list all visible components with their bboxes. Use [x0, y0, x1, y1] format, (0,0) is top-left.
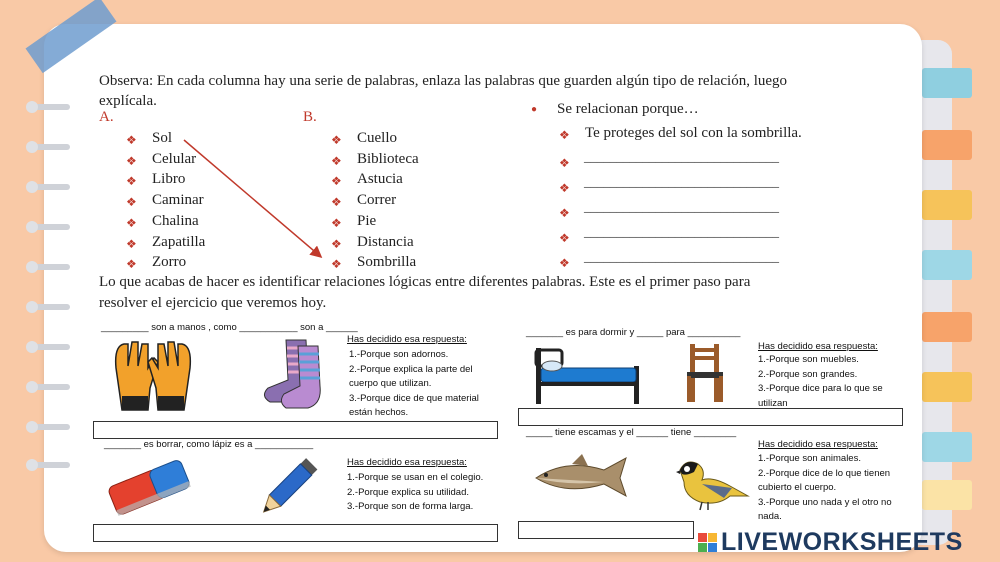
word-item[interactable]: Libro	[152, 171, 186, 188]
reason-answer-line[interactable]: ______________________________	[584, 199, 779, 214]
word-item[interactable]: Pie	[357, 212, 377, 229]
word-item[interactable]: Correr	[357, 192, 397, 209]
eraser-icon	[104, 452, 196, 522]
option-line: 1.-Porque son muebles.	[758, 354, 859, 365]
word-item[interactable]: Sol	[152, 130, 173, 146]
word-item[interactable]: Cuello	[357, 130, 397, 146]
bullet-diamond-icon: ❖	[126, 236, 137, 251]
word-item[interactable]: Zapatilla	[152, 233, 206, 250]
summary-line-2: resolver el ejercicio que veremos hoy.	[99, 295, 327, 311]
word-item[interactable]: Caminar	[152, 192, 204, 209]
instructions-line-1: Observa: En cada columna hay una serie de palabras, enlaza las palabras que guarden algún tipo de relación, luego	[99, 73, 788, 89]
ex1-answer-box[interactable]	[93, 421, 498, 439]
ex4-heading: Has decidido esa respuesta:	[758, 439, 878, 450]
brand-name: LIVEWORKSHEETS	[721, 528, 963, 556]
reason-answer-line[interactable]: ______________________________	[584, 224, 779, 239]
option-line: 2.-Porque dice de lo que tienen	[758, 467, 891, 479]
bullet-diamond-icon: ❖	[559, 181, 570, 195]
bullet-diamond-icon: ❖	[559, 231, 570, 245]
ex1-heading: Has decidido esa respuesta:	[347, 334, 467, 345]
reasons-example: Te proteges del sol con la sombrilla.	[585, 125, 802, 141]
bullet-diamond-icon: ❖	[126, 215, 137, 230]
liveworksheets-logo-icon	[698, 533, 717, 552]
reason-answer-line[interactable]: ______________________________	[584, 249, 779, 264]
bullet-diamond-icon: ❖	[126, 174, 137, 189]
option-line: 1.-Porque se usan en el colegio.	[347, 472, 484, 483]
bullet-diamond-icon: ❖	[559, 256, 570, 270]
bullet-diamond-icon: ❖	[331, 215, 342, 230]
word-item[interactable]: Sombrilla	[357, 254, 417, 271]
liveworksheets-logo	[698, 528, 963, 557]
ex4-answer-box[interactable]	[518, 521, 694, 539]
bullet-diamond-icon: ❖	[559, 156, 570, 170]
bullet-diamond-icon: ❖	[559, 128, 570, 142]
option-line: 2.-Porque son grandes.	[758, 368, 858, 380]
word-item[interactable]: Chalina	[152, 212, 199, 229]
bullet-diamond-icon: ❖	[331, 153, 342, 168]
option-line: nada.	[758, 511, 782, 522]
option-line: utilizan	[758, 397, 788, 409]
option-line: 3.-Porque uno nada y el otro no	[758, 496, 892, 508]
reasons-title: Se relacionan porque…	[557, 101, 699, 117]
option-line: 3.-Porque dice para lo que se	[758, 383, 883, 394]
chair-icon	[684, 342, 728, 404]
ex4-sentence: _____ tiene escamas y el ______ tiene ________	[526, 427, 737, 438]
column-b-label: B.	[303, 109, 317, 125]
ex3-heading: Has decidido esa respuesta:	[347, 457, 467, 468]
word-item[interactable]: Zorro	[152, 254, 187, 271]
bullet-diamond-icon: ❖	[331, 236, 342, 251]
ex2-sentence: _______ es para dormir y _____ para __________	[526, 327, 741, 338]
option-line: están hechos.	[349, 407, 409, 418]
bird-icon	[672, 456, 750, 512]
ex1-sentence: _________ son a manos , como ___________ son a ______	[101, 322, 358, 333]
summary-line-1: Lo que acabas de hacer es identificar relaciones lógicas entre diferentes palabras. Este es el primer paso para	[99, 274, 751, 290]
word-item[interactable]: Biblioteca	[357, 150, 419, 167]
word-item[interactable]: Celular	[152, 150, 197, 167]
bullet-diamond-icon: ❖	[331, 195, 342, 210]
bed-icon	[534, 344, 642, 406]
reason-answer-line[interactable]: ______________________________	[584, 149, 779, 164]
reason-answer-line[interactable]: ______________________________	[584, 174, 779, 189]
bullet-diamond-icon: ❖	[331, 174, 342, 189]
reasons-bullet-icon: ●	[531, 104, 538, 115]
bullet-diamond-icon: ❖	[126, 257, 137, 272]
option-line: cuerpo que utilizan.	[349, 378, 432, 389]
bullet-diamond-icon: ❖	[331, 257, 342, 272]
ex2-answer-box[interactable]	[518, 408, 903, 426]
pencil-icon	[254, 456, 320, 524]
option-line: 3.-Porque son de forma larga.	[347, 501, 474, 512]
option-line: 2.-Porque explica la parte del	[349, 363, 473, 375]
option-line: 1.-Porque son animales.	[758, 453, 861, 464]
bullet-diamond-icon: ❖	[559, 206, 570, 220]
ex3-sentence: _______ es borrar, como lápiz es a ___________	[104, 439, 314, 450]
bullet-diamond-icon: ❖	[126, 153, 137, 168]
bullet-diamond-icon: ❖	[331, 133, 342, 147]
option-line: 2.-Porque explica su utilidad.	[347, 486, 469, 498]
fish-icon	[526, 452, 632, 500]
word-item[interactable]: Astucia	[357, 171, 403, 188]
ex2-heading: Has decidido esa respuesta:	[758, 341, 878, 352]
option-line: cubierto el cuerpo.	[758, 482, 837, 493]
bullet-diamond-icon: ❖	[126, 195, 137, 210]
ex3-answer-box[interactable]	[93, 524, 498, 542]
bullet-diamond-icon: ❖	[126, 133, 137, 147]
column-a-label: A.	[99, 109, 114, 125]
instructions-line-2: explícala.	[99, 93, 157, 109]
option-line: 1.-Porque son adornos.	[349, 349, 449, 360]
option-line: 3.-Porque dice de que material	[349, 392, 479, 404]
gloves-icon	[110, 338, 196, 414]
socks-icon	[256, 336, 326, 412]
word-item[interactable]: Distancia	[357, 233, 414, 250]
